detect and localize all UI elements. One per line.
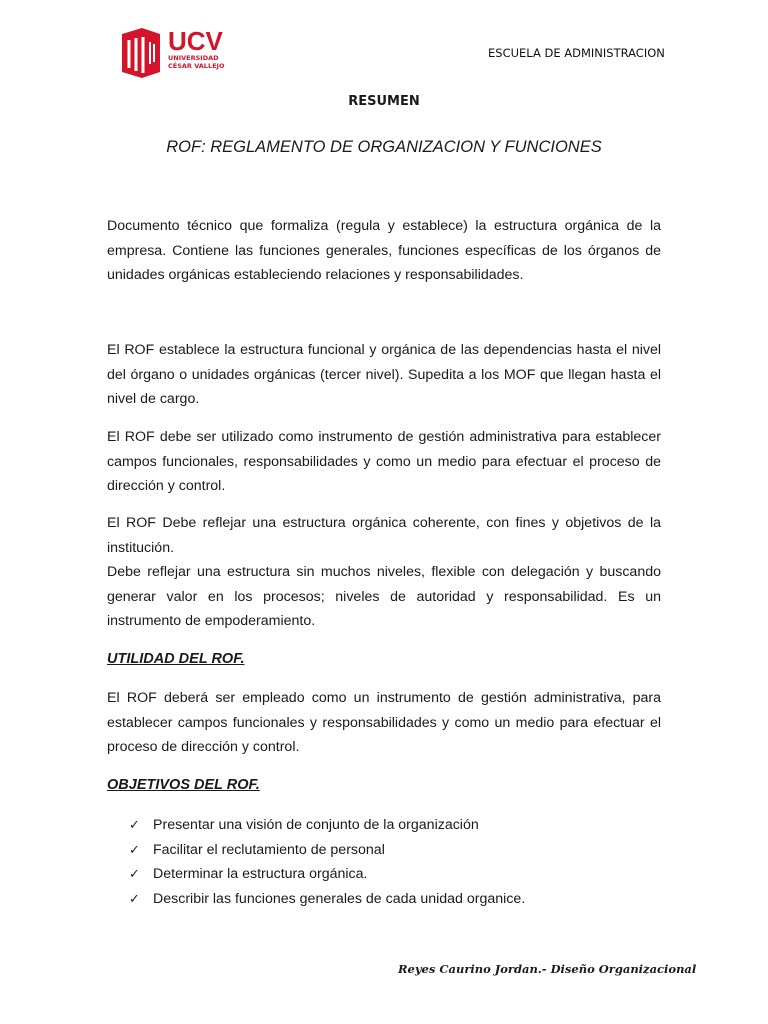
objetivos-list <box>107 813 525 911</box>
logo-subtitle <box>168 55 224 70</box>
paragraph-usage: El ROF debe ser utilizado como instrumento de gestión administrativa para establecer campos funcionales, responsabilidades y como un medio para efectuar el proceso de dirección y control. <box>107 429 661 494</box>
paragraph-structure: El ROF establece la estructura funcional y orgánica de las dependencias hasta el nivel del órgano o unidades orgánicas (tercer nivel). Supedita a los MOF que llegan hasta el nivel de cargo. <box>107 342 661 407</box>
list-item-text: Facilitar el reclutamiento de personal <box>153 841 385 858</box>
paragraph-coherence: El ROF Debe reflejar una estructura orgánica coherente, con fines y objetivos de la institución. <box>107 515 661 556</box>
list-item <box>107 862 525 887</box>
checkmark-icon: ✓ <box>129 890 140 906</box>
logo-wordmark: UCV <box>168 26 223 56</box>
list-item <box>107 838 525 863</box>
ucv-logo <box>120 28 230 78</box>
utilidad-heading: UTILIDAD DEL ROF. <box>107 651 245 667</box>
checkmark-icon: ✓ <box>129 841 140 857</box>
list-item <box>107 813 525 838</box>
page-footer: Reyes Caurino Jordan.- Diseño Organizacional <box>398 962 697 976</box>
document-title: ROF: REGLAMENTO DE ORGANIZACION Y FUNCIONES <box>166 138 602 156</box>
school-name: ESCUELA DE ADMINISTRACION <box>488 46 665 60</box>
paragraph-levels: Debe reflejar una estructura sin muchos niveles, flexible con delegación y buscando generar valor en los procesos; niveles de autoridad y responsabilidad. Es un instrumento de empoderamiento. <box>107 564 661 629</box>
list-item-text: Determinar la estructura orgánica. <box>153 866 368 882</box>
checkmark-icon: ✓ <box>129 817 140 832</box>
ucv-shield-icon <box>120 28 162 78</box>
list-item-text: Presentar una visión de conjunto de la organización <box>153 817 479 833</box>
paragraph-definition: Documento técnico que formaliza (regula y establece) la estructura orgánica de la empresa. Contiene las funciones generales, funciones específicas de los órganos de unidades orgánicas estableciendo relaciones y responsabilidades. <box>107 218 661 283</box>
list-item-text: Describir las funciones generales de cada unidad organice. <box>153 890 526 907</box>
objetivos-heading: OBJETIVOS DEL ROF. <box>107 777 260 793</box>
checkmark-icon: ✓ <box>129 866 140 881</box>
logo-subtitle-line-1: UNIVERSIDAD <box>168 54 219 62</box>
logo-subtitle-line-2: CÉSAR VALLEJO <box>168 61 225 70</box>
utilidad-paragraph: El ROF deberá ser empleado como un instrumento de gestión administrativa, para establecer campos funcionales y responsabilidades y como un medio para efectuar el proceso de dirección y control. <box>107 690 661 755</box>
section-label: RESUMEN <box>348 94 420 109</box>
list-item <box>107 887 525 912</box>
